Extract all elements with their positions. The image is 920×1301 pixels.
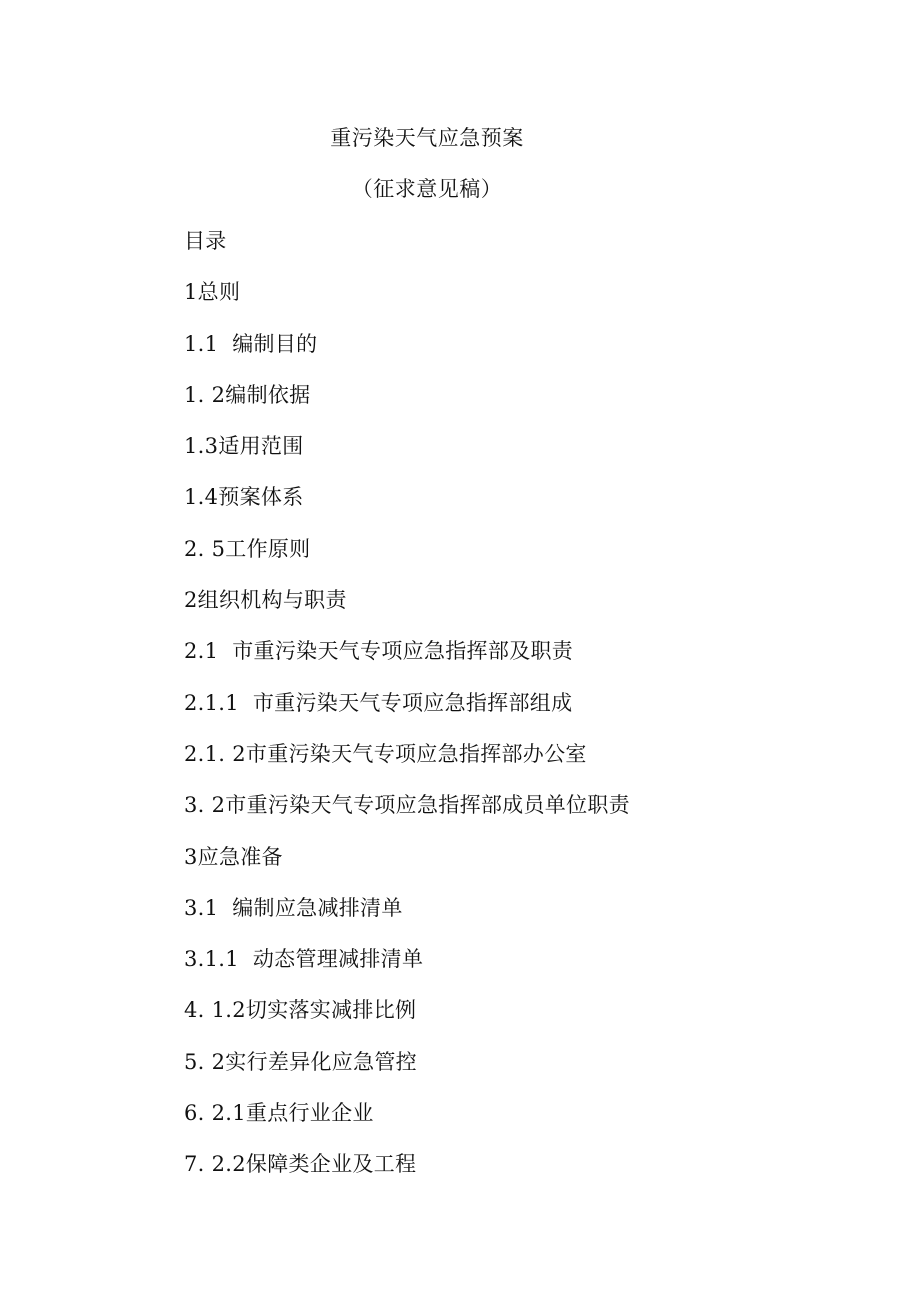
toc-entry: 2.1 市重污染天气专项应急指挥部及职责 <box>184 639 574 664</box>
table-of-contents <box>184 226 630 1201</box>
toc-entry: 1.4预案体系 <box>184 485 304 510</box>
toc-entry: 7. 2.2保障类企业及工程 <box>184 1152 417 1177</box>
toc-entry: 3.1.1 动态管理减排清单 <box>184 947 424 972</box>
toc-entry: 3.1 编制应急减排清单 <box>184 895 403 920</box>
toc-entry: 2.1.1 市重污染天气专项应急指挥部组成 <box>184 690 573 715</box>
toc-entry: 1. 2编制依据 <box>184 382 311 407</box>
toc-entry: 6. 2.1重点行业企业 <box>184 1101 374 1126</box>
toc-entry: 5. 2实行差异化应急管控 <box>184 1049 417 1074</box>
toc-entry: 1总则 <box>184 280 241 305</box>
toc-entry: 2.1. 2市重污染天气专项应急指挥部办公室 <box>184 741 587 766</box>
toc-heading: 目录 <box>184 229 227 253</box>
document-subtitle: （征求意见稿） <box>351 177 503 201</box>
toc-entry: 2. 5工作原则 <box>184 536 311 561</box>
toc-entry: 4. 1.2切实落实减排比例 <box>184 998 417 1023</box>
toc-entry: 3应急准备 <box>184 844 283 869</box>
document-title: 重污染天气应急预案 <box>330 126 524 150</box>
toc-entry: 3. 2市重污染天气专项应急指挥部成员单位职责 <box>184 793 630 818</box>
toc-entry: 1.3适用范围 <box>184 434 304 459</box>
toc-entry: 1.1 编制目的 <box>184 331 318 356</box>
toc-entry: 2组织机构与职责 <box>184 588 347 613</box>
